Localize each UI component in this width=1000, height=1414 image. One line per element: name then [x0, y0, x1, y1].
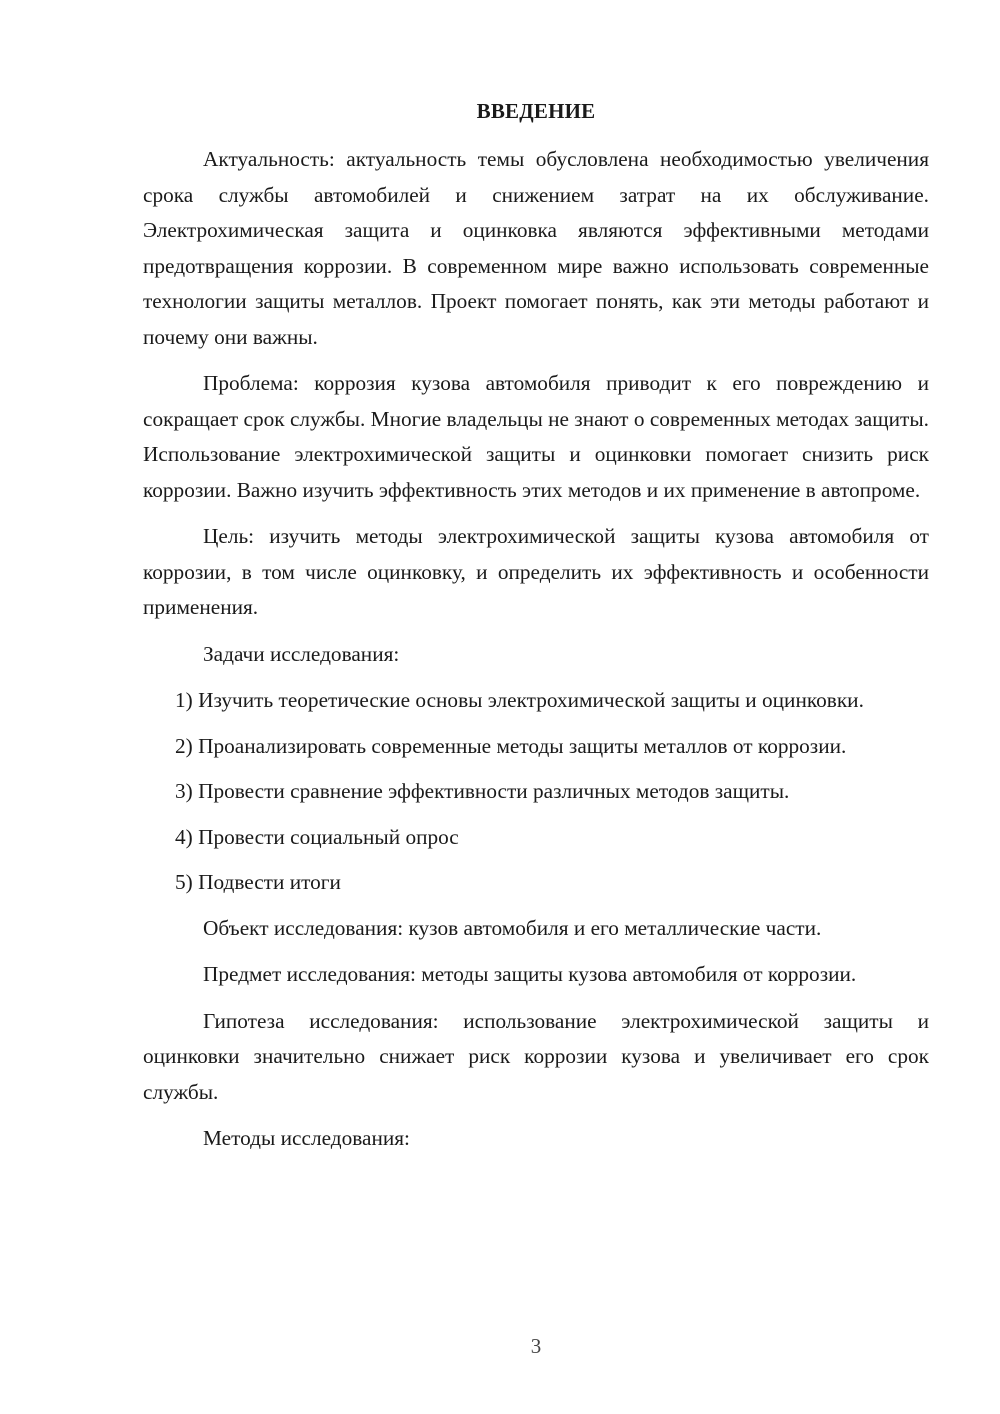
task-item-4: 4) Провести социальный опрос	[175, 824, 459, 849]
paragraph-problem: Проблема: коррозия кузова автомобиля приводит к его повреждению и сокращает срок службы. Многие владельцы не знают о современных методах защиты. Использование электрохимической защиты и оцинковки помогает снизить риск коррозии. Важно изучить эффективность этих методов и их применение в автопроме.	[143, 371, 929, 502]
page-number: 3	[530, 1334, 542, 1358]
paragraph-goal: Цель: изучить методы электрохимической защиты кузова автомобиля от коррозии, в том числе оцинковку, и определить их эффективность и особенности применения.	[143, 524, 929, 619]
paragraph-tasks-heading: Задачи исследования:	[203, 641, 400, 666]
body-text	[143, 142, 929, 1168]
paragraph-subject: Предмет исследования: методы защиты кузова автомобиля от коррозии.	[203, 962, 857, 986]
paragraph-object: Объект исследования: кузов автомобиля и его металлические части.	[203, 915, 822, 940]
paragraph-relevance: Актуальность: актуальность темы обусловлена необходимостью увеличения срока службы автомобилей и снижением затрат на их обслуживание. Электрохимическая защита и оцинковка являются эффективными методами предотвращения коррозии. В современном мире важно использовать современные технологии защиты металлов. Проект помогает понять, как эти методы работают и почему они важны.	[143, 147, 929, 349]
task-item-3: 3) Провести сравнение эффективности различных методов защиты.	[175, 779, 790, 803]
task-item-2: 2) Проанализировать современные методы защиты металлов от коррозии.	[175, 733, 847, 758]
paragraph-hypothesis: Гипотеза исследования: использование электрохимической защиты и оцинковки значительно снижает риск коррозии кузова и увеличивает его срок службы.	[143, 1008, 929, 1104]
section-title: ВВЕДЕНИЕ	[476, 99, 596, 123]
task-item-1: 1) Изучить теоретические основы электрохимической защиты и оцинковки.	[175, 688, 864, 712]
paragraph-methods: Методы исследования:	[203, 1126, 410, 1150]
task-item-5: 5) Подвести итоги	[175, 870, 341, 894]
